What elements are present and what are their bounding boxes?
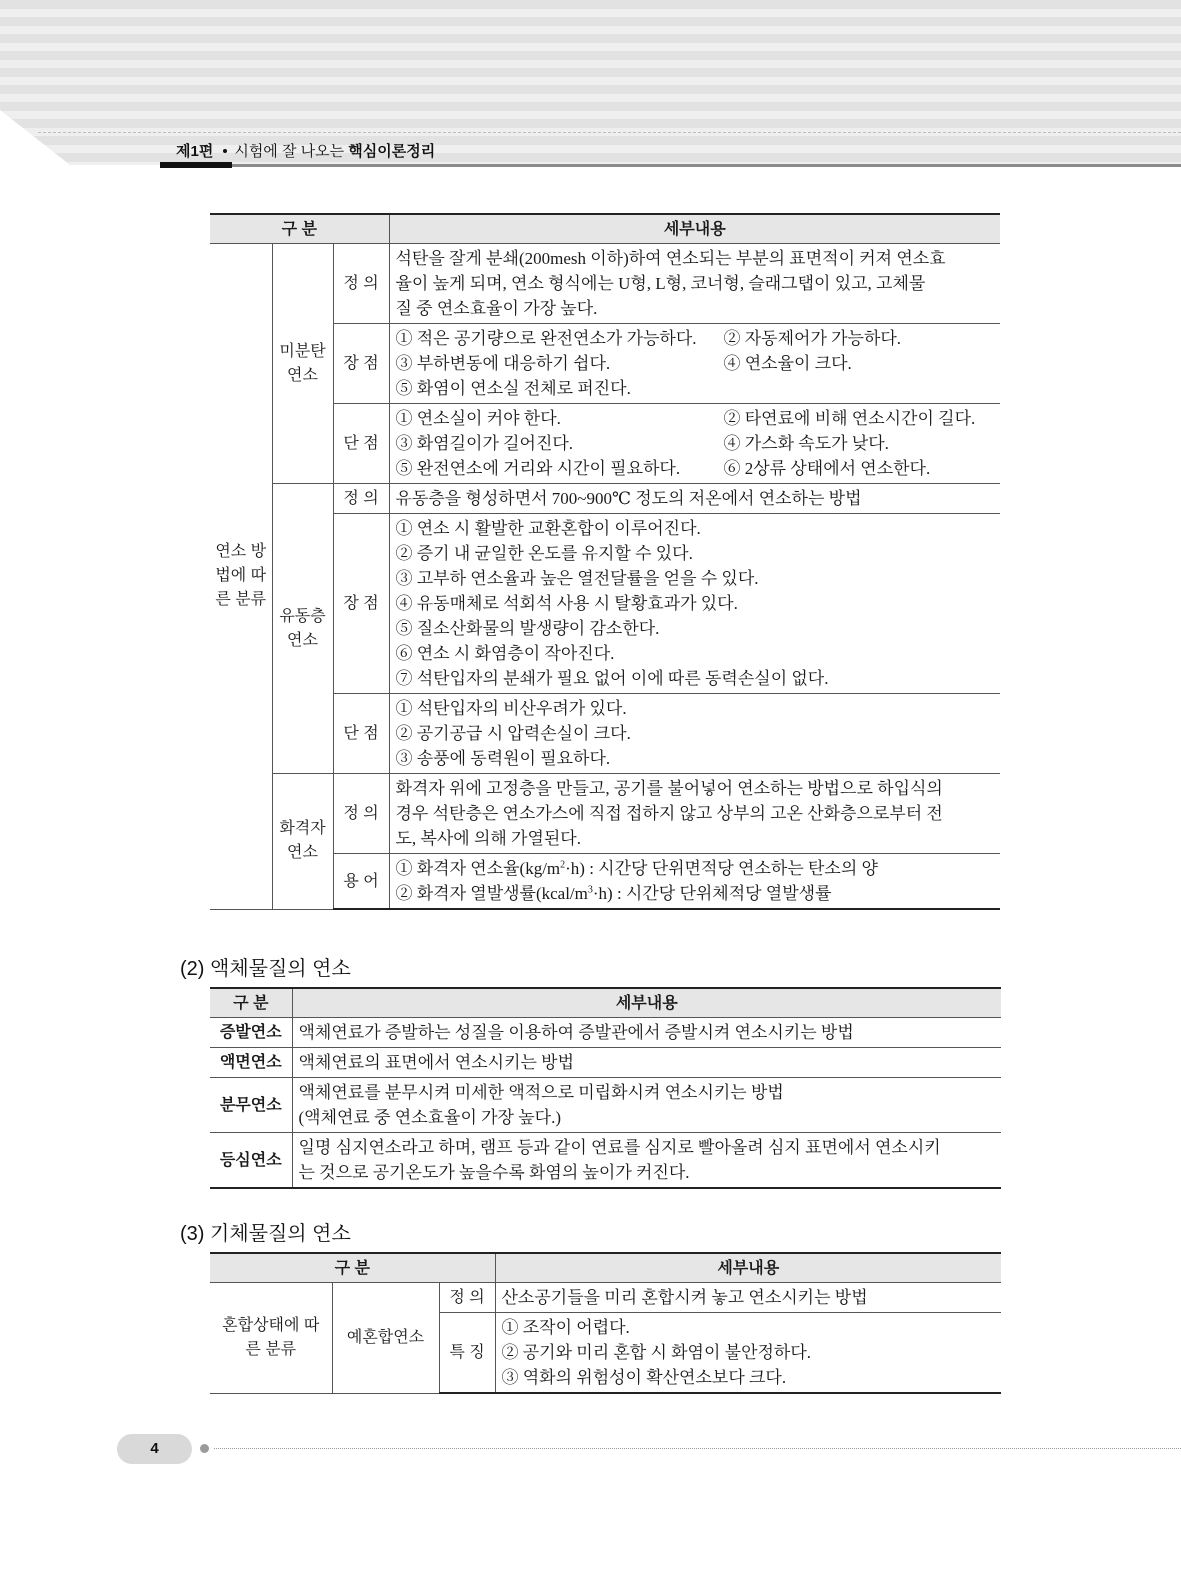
pulverized-def-label: 정 의	[333, 244, 389, 324]
col-header-detail: 세부내용	[495, 1253, 1001, 1283]
liquid-type-desc	[292, 1018, 1001, 1048]
term-text: ① 화격자 연소율(kg/m	[395, 859, 561, 878]
col-header-category: 구 분	[210, 988, 292, 1018]
pulverized-dis-label: 단 점	[333, 404, 389, 484]
superscript: 2	[560, 859, 566, 871]
term-text: ·h) : 시간당 단위체적당 열발생률	[592, 884, 832, 903]
two-col-line	[396, 326, 995, 351]
fluidized-dis-label: 단 점	[333, 694, 389, 774]
list-item: ⑦ 석탄입자의 분쇄가 필요 없어 이에 따른 동력손실이 없다.	[395, 669, 829, 688]
liquid-combustion-table	[210, 987, 1001, 1189]
list-item: ④ 가스화 속도가 낮다.	[723, 434, 889, 453]
section-title-gas: (3) 기체물질의 연소	[180, 1223, 351, 1245]
list-item: ① 적은 공기량으로 완전연소가 가능하다.	[395, 329, 697, 348]
two-col-line	[396, 376, 995, 401]
fluidized-def-label: 정 의	[333, 484, 389, 514]
list-item: ③ 역화의 위험성이 확산연소보다 크다.	[501, 1368, 787, 1387]
col-header-category: 구 분	[210, 1253, 495, 1283]
footer-dot-icon	[200, 1444, 209, 1453]
pulverized-adv-label: 장 점	[333, 324, 389, 404]
list-item: ⑤ 완전연소에 거리와 시간이 필요하다.	[395, 459, 681, 478]
fluidized-dis-content	[389, 694, 1000, 774]
header-rule-marker	[160, 162, 232, 168]
text-line: 액체연료의 표면에서 연소시키는 방법	[298, 1053, 575, 1072]
pulverized-adv-content	[389, 324, 1000, 404]
footer-dotted-line	[214, 1448, 1181, 1449]
col-header-category: 구 분	[210, 214, 389, 244]
grate-term-label: 용 어	[333, 854, 389, 910]
text-line: 석탄을 잘게 분쇄(200mesh 이하)하여 연소되는 부분의 표면적이 커져 연소효	[395, 249, 946, 268]
col-header-detail: 세부내용	[292, 988, 1001, 1018]
list-item: ② 자동제어가 가능하다.	[723, 329, 902, 348]
grate-def-content	[389, 774, 1000, 854]
col-header-detail: 세부내용	[389, 214, 1000, 244]
gas-def-label: 정 의	[439, 1283, 495, 1313]
gas-combustion-table	[210, 1252, 1001, 1394]
two-col-line	[396, 431, 995, 456]
list-item: ② 타연료에 비해 연소시간이 길다.	[723, 409, 976, 428]
list-item: ⑥ 연소 시 화염층이 작아진다.	[395, 644, 615, 663]
text-line: 도, 복사에 의해 가열된다.	[395, 829, 581, 848]
two-col-line	[396, 351, 995, 376]
term-item	[396, 881, 995, 906]
part-label: 제1편	[176, 143, 214, 160]
list-item: ③ 고부하 연소율과 높은 열전달률을 얻을 수 있다.	[395, 569, 759, 588]
main-category-cell	[210, 244, 272, 910]
main-category-label: 연소 방법에 따른 분류	[215, 543, 267, 609]
liquid-type-name: 증발연소	[210, 1018, 292, 1048]
list-item: ③ 화염길이가 길어진다.	[395, 434, 574, 453]
list-item: ③ 부하변동에 대응하기 쉽다.	[395, 354, 611, 373]
term-item	[396, 856, 995, 881]
list-item: ⑤ 화염이 연소실 전체로 퍼진다.	[395, 379, 631, 398]
pulverized-dis-content	[389, 404, 1000, 484]
text-line: 액체연료가 증발하는 성질을 이용하여 증발관에서 증발시켜 연소시키는 방법	[298, 1023, 854, 1042]
gas-feat-content	[495, 1313, 1001, 1394]
running-header	[176, 140, 435, 161]
text-line: 는 것으로 공기온도가 높을수록 화염의 높이가 커진다.	[298, 1163, 690, 1182]
superscript: 3	[587, 884, 593, 896]
text-line: 액체연료를 분무시켜 미세한 액적으로 미립화시켜 연소시키는 방법	[298, 1083, 784, 1102]
list-item: ① 연소 시 활발한 교환혼합이 이루어진다.	[395, 519, 701, 538]
section-title-liquid: (2) 액체물질의 연소	[180, 958, 351, 980]
grate-category-cell	[272, 774, 333, 910]
list-item: ① 조작이 어렵다.	[501, 1318, 630, 1337]
grate-name: 화격자 연소	[279, 820, 326, 862]
liquid-type-name: 분무연소	[210, 1078, 292, 1133]
list-item: ② 공기와 미리 혼합 시 화염이 불안정하다.	[501, 1343, 812, 1362]
page-number: 4	[117, 1434, 192, 1464]
term-text: ② 화격자 열발생률(kcal/m	[395, 884, 588, 903]
gas-main-category: 혼합상태에 따른 분류	[222, 1316, 320, 1358]
liquid-type-name: 액면연소	[210, 1048, 292, 1078]
fluidized-def-content: 유동층을 형성하면서 700~900℃ 정도의 저온에서 연소하는 방법	[389, 484, 1000, 514]
list-item: ① 연소실이 커야 한다.	[395, 409, 561, 428]
solid-combustion-table	[210, 213, 1000, 910]
header-dashed-line	[38, 132, 1181, 133]
bullet-dot-icon	[223, 149, 227, 153]
fluidized-name: 유동층 연소	[279, 607, 326, 649]
text-line: 질 중 연소효율이 가장 높다.	[395, 299, 598, 318]
grate-term-content	[389, 854, 1000, 910]
text-line: 화격자 위에 고정층을 만들고, 공기를 불어넣어 연소하는 방법으로 하입식의	[395, 779, 943, 798]
gas-sub-category-cell	[332, 1283, 439, 1394]
header-subtitle: 시험에 잘 나오는	[234, 143, 345, 160]
liquid-type-desc	[292, 1133, 1001, 1189]
liquid-type-desc	[292, 1048, 1001, 1078]
text-line: 율이 높게 되며, 연소 형식에는 U형, L형, 코너형, 슬래그탭이 있고, 고체물	[395, 274, 926, 293]
term-text: ·h) : 시간당 단위면적당 연소하는 탄소의 양	[565, 859, 878, 878]
gas-def-content: 산소공기들을 미리 혼합시켜 놓고 연소시키는 방법	[495, 1283, 1001, 1313]
header-title: 핵심이론정리	[348, 143, 436, 160]
list-item: ③ 송풍에 동력원이 필요하다.	[395, 749, 611, 768]
two-col-line	[396, 406, 995, 431]
list-item: ① 석탄입자의 비산우려가 있다.	[395, 699, 627, 718]
list-item: ④ 유동매체로 석회석 사용 시 탈황효과가 있다.	[395, 594, 738, 613]
gas-main-category-cell	[210, 1283, 332, 1394]
text-line: 경우 석탄층은 연소가스에 직접 접하지 않고 상부의 고온 산화층으로부터 전	[395, 804, 943, 823]
pulverized-name: 미분탄 연소	[279, 342, 326, 384]
grate-def-label: 정 의	[333, 774, 389, 854]
text-line: 일명 심지연소라고 하며, 램프 등과 같이 연료를 심지로 빨아올려 심지 표면에서 연소시키	[298, 1138, 941, 1157]
liquid-type-desc	[292, 1078, 1001, 1133]
fluidized-category-cell	[272, 484, 333, 774]
fluidized-adv-content	[389, 514, 1000, 694]
two-col-line	[396, 456, 995, 481]
list-item: ② 증기 내 균일한 온도를 유지할 수 있다.	[395, 544, 693, 563]
gas-feat-label: 특 징	[439, 1313, 495, 1394]
pulverized-def-content	[389, 244, 1000, 324]
gas-sub-category: 예혼합연소	[346, 1328, 425, 1346]
header-rule	[160, 164, 1181, 167]
list-item: ⑥ 2상류 상태에서 연소한다.	[723, 459, 931, 478]
pulverized-category-cell	[272, 244, 333, 484]
list-item: ② 공기공급 시 압력손실이 크다.	[395, 724, 631, 743]
liquid-type-name: 등심연소	[210, 1133, 292, 1189]
list-item: ⑤ 질소산화물의 발생량이 감소한다.	[395, 619, 660, 638]
fluidized-adv-label: 장 점	[333, 514, 389, 694]
text-line: (액체연료 중 연소효율이 가장 높다.)	[298, 1108, 561, 1127]
list-item: ④ 연소율이 크다.	[723, 354, 852, 373]
